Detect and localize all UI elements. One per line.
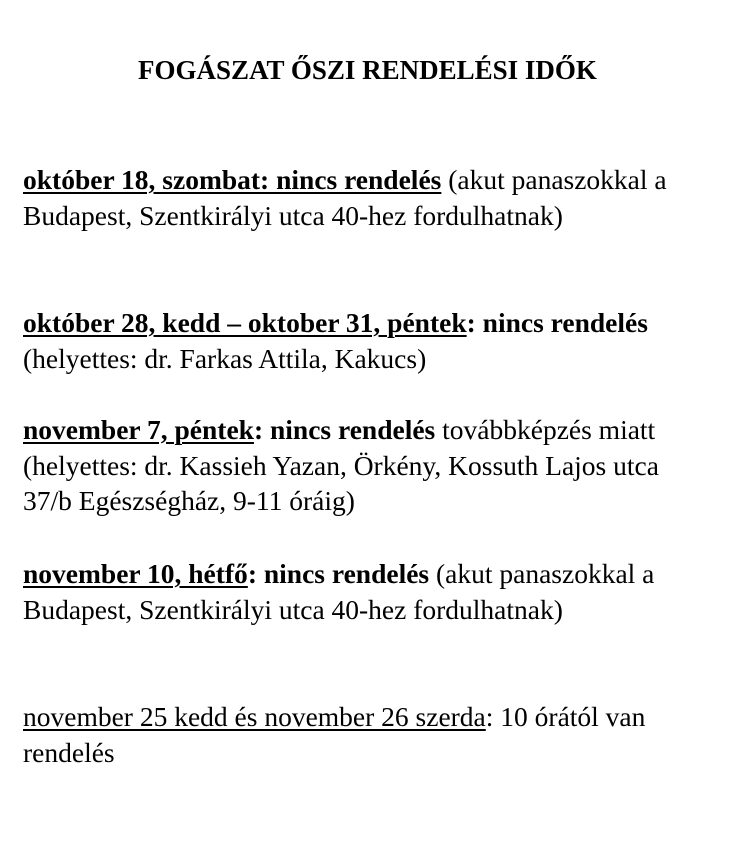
notice-text: (akut panaszokkal a Budapest, Szentkirályi utca 40-hez fordulhatnak): [23, 164, 667, 231]
notice-nov-7: [23, 412, 713, 519]
notice-text: továbbképzés miatt (helyettes: dr. Kassieh Yazan, Örkény, Kossuth Lajos utca 37/b Egészségház, 9-11 óráig): [23, 414, 659, 516]
notice-date: október 18, szombat: nincs rendelés: [23, 164, 442, 195]
notice-date: november 10, hétfő: [23, 558, 248, 589]
notice-text: : 10 órától van rendelés: [23, 701, 646, 768]
notice-text: (helyettes: dr. Farkas Attila, Kakucs): [23, 342, 427, 374]
notice-nov-10: [23, 556, 713, 627]
notice-status: : nincs rendelés: [466, 307, 648, 338]
notice-status: : nincs rendelés: [247, 558, 430, 589]
notice-date: október 28, kedd – oktober 31, péntek: [23, 307, 467, 338]
notice-date: november 7, péntek: [23, 414, 254, 445]
notice-oct-18: [23, 162, 713, 233]
notice-date: november 25 kedd és november 26 szerda: [23, 701, 486, 732]
document-title: FOGÁSZAT ŐSZI RENDELÉSI IDŐK: [138, 55, 597, 85]
notice-status: : nincs rendelés: [253, 414, 436, 445]
notice-text: (akut panaszokkal a Budapest, Szentkirályi utca 40-hez fordulhatnak): [23, 558, 655, 625]
notice-nov-25-26: [23, 699, 713, 770]
notice-oct-28-31: [23, 305, 713, 376]
